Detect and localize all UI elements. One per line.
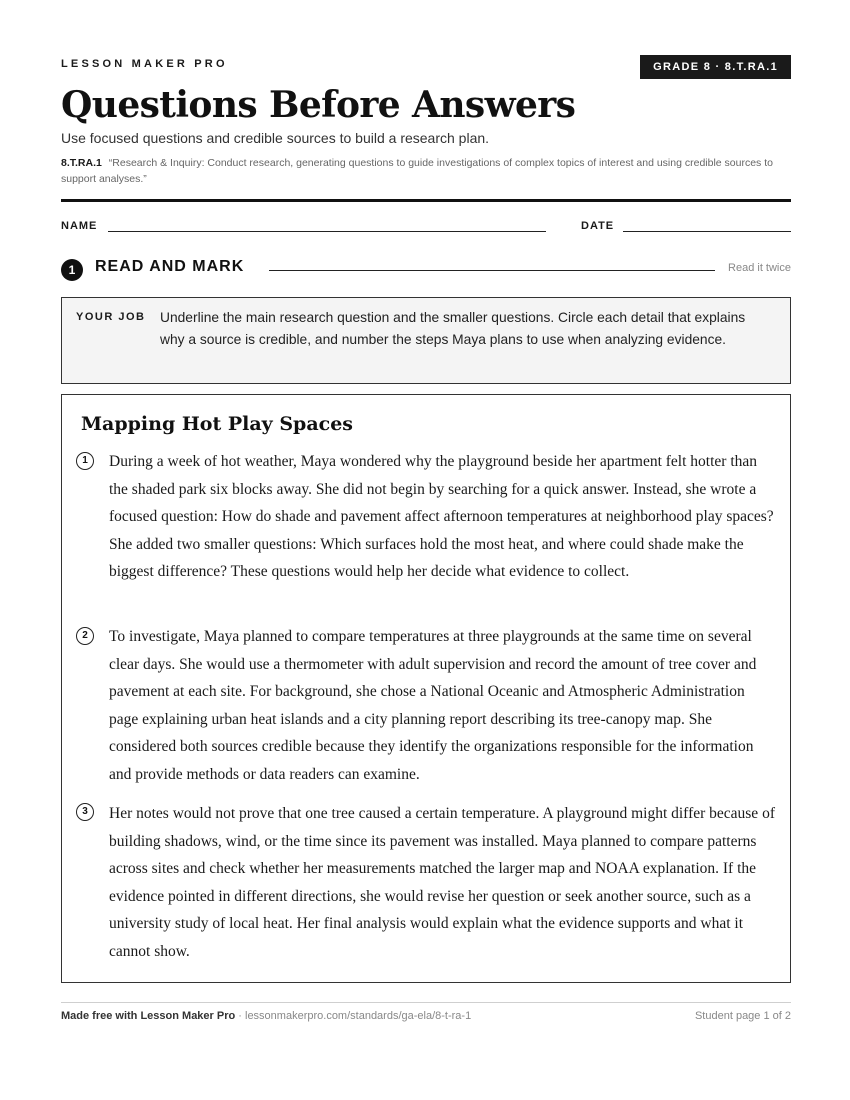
section-title: READ AND MARK <box>95 258 245 275</box>
task-text: Underline the main research question and the smaller questions. Circle each detail that explains why a source is credible, and number the steps Maya plans to use when analyzing evidence. <box>160 310 746 347</box>
footer-url-link[interactable]: lessonmakerpro.com/standards/ga-ela/8-t-ra-1 <box>245 1010 472 1022</box>
footer-divider <box>61 1002 791 1003</box>
brand-name: LESSON MAKER PRO <box>61 58 228 70</box>
page-subtitle: Use focused questions and credible sources to build a research plan. <box>61 130 490 146</box>
date-label: DATE <box>581 220 615 232</box>
footer-page-number: Student page 1 of 2 <box>694 1010 791 1022</box>
task-box <box>61 297 791 384</box>
passage-paragraph-1: During a week of hot weather, Maya wondered why the playground beside her apartment felt hotter than the shaded park six blocks away. She did not begin by searching for a quick answer. Instead, she wrote a focused question: How do shade and pavement affect afternoon temperatures at neighborhood play spaces? She added two smaller questions: Which surfaces hold the most heat, and where could shade make the biggest difference? These questions would help her decide what evidence to collect. <box>109 453 774 581</box>
passage-paragraph-2: To investigate, Maya planned to compare temperatures at three playgrounds at the same time on several clear days. She would use a thermometer with adult supervision and record the amount of tree cover and pavement at each site. For background, she chose a National Oceanic and Atmospheric Administration page explaining urban heat islands and a city planning report describing its tree-canopy map. She considered both sources credible because they identify the organizations responsible for the information and provide methods or data readers can examine. <box>109 628 757 783</box>
footer-credit <box>61 1010 471 1022</box>
header-divider <box>61 199 791 202</box>
standard-code: 8.T.RA.1 <box>61 157 102 169</box>
passage-paragraph-3: Her notes would not prove that one tree caused a certain temperature. A playground might differ because of building shadows, wind, or the time since its pavement was installed. Maya planned to compare patterns across sites and check whether her measurements matched the larger map and NOAA explanation. If the evidence pointed in different directions, she would revise her question or seek another source, such as a university study of local heat. Her final analysis would explain what the evidence supports and what it cannot show. <box>109 805 775 960</box>
grade-badge: GRADE 8 · 8.T.RA.1 <box>640 55 791 79</box>
name-label: NAME <box>61 220 98 232</box>
reading-passage <box>61 394 791 983</box>
task-label: YOUR JOB <box>76 311 146 323</box>
name-field[interactable] <box>108 231 546 232</box>
section-number-badge: 1 <box>61 259 83 281</box>
paragraph-number-2: 2 <box>76 627 94 645</box>
section-divider <box>269 270 715 271</box>
section-note: Read it twice <box>728 262 791 274</box>
passage-title: Mapping Hot Play Spaces <box>81 413 354 435</box>
standard-statement <box>61 155 791 187</box>
page-title: Questions Before Answers <box>61 84 576 126</box>
standard-text: “Research & Inquiry: Conduct research, generating questions to guide investigations of complex topics of interest and using credible sources to support analyses.” <box>61 157 773 185</box>
date-field[interactable] <box>623 231 791 232</box>
footer-separator: · <box>235 1010 245 1022</box>
worksheet-page <box>61 0 791 1100</box>
paragraph-number-3: 3 <box>76 803 94 821</box>
paragraph-number-1: 1 <box>76 452 94 470</box>
footer-made-with: Made free with Lesson Maker Pro <box>61 1010 236 1022</box>
